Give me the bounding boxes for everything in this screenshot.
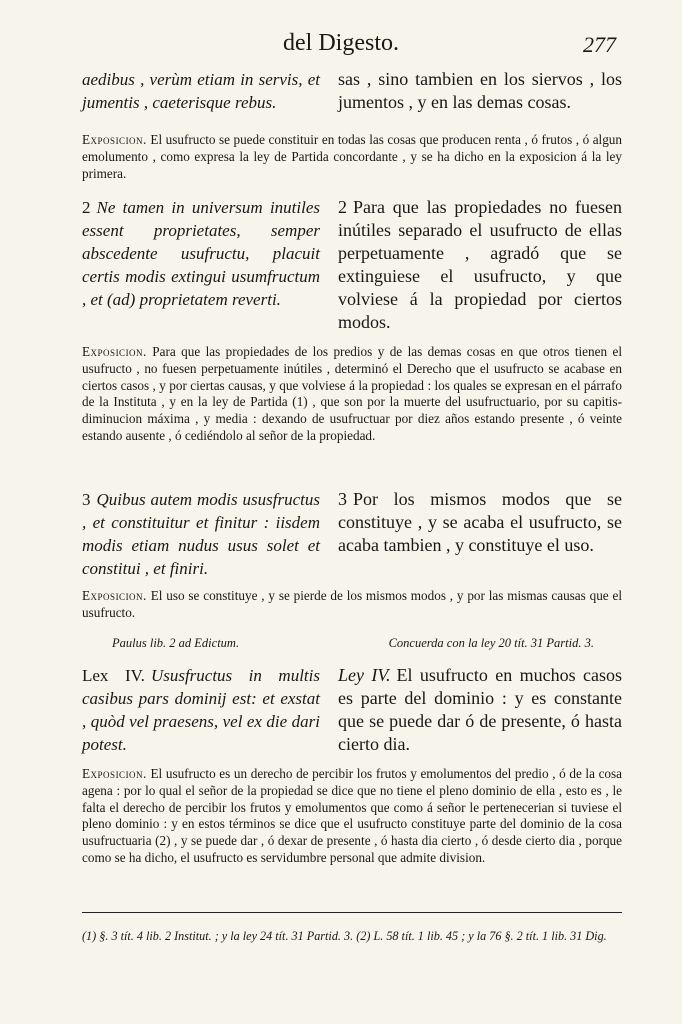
parallel-block-2 bbox=[82, 196, 622, 334]
exposition-3 bbox=[82, 588, 622, 622]
spanish-text: sas , sino tambien en los siervos , los jumentos , y en las demas cosas. bbox=[338, 69, 622, 112]
exposition-4 bbox=[82, 766, 622, 867]
concordance-citation: Concuerda con la ley 20 tít. 31 Partid. 3. bbox=[388, 636, 594, 650]
latin-text: aedibus , verùm etiam in servis, et jumentis , caeterisque rebus. bbox=[82, 70, 320, 112]
exposition-1 bbox=[82, 132, 622, 182]
exposition-label: Exposicion. bbox=[82, 344, 147, 359]
section-number: 3 bbox=[338, 489, 347, 509]
exposition-text: El uso se constituye , y se pierde de los mismos modos , y por las mismas causas que el usufructo. bbox=[82, 588, 623, 620]
latin-text: 3 Quibus autem modis ususfructus , et constituitur et finitur : iisdem modis etiam nudus usus solet et constitui , et finiri. bbox=[82, 490, 320, 578]
footnotes: (1) §. 3 tít. 4 lib. 2 Institut. ; y la ley 24 tít. 31 Partid. 3. (2) L. 58 tít. 1 lib. 45 ; y la 76 §. 2 tít. 1 lib. 31 Dig. bbox=[82, 929, 607, 943]
latin-text: Lex IV. Ususfructus in multis casibus pars dominij est: et exstat , quòd vel praesens, vel ex die dari potest. bbox=[82, 666, 320, 754]
parallel-block-1 bbox=[82, 68, 622, 114]
spanish-text: Ley IV. El usufructo en muchos casos es parte del dominio : y es constante que se puede dar ó de presente, ó hasta cierto dia. bbox=[338, 665, 622, 754]
spanish-text: 3 Por los mismos modos que se constituye , y se acaba el usufructo, se acaba tambien , y constituye el uso. bbox=[338, 489, 622, 555]
parallel-block-4 bbox=[82, 664, 622, 756]
parallel-block-3 bbox=[82, 488, 622, 580]
exposition-text: El usufructo se puede constituir en todas las cosas que producen renta , ó frutos , ó algun emolumento , como expresa la ley de Partida concordante , y se ha dicho en la exposicion á la ley primera. bbox=[82, 132, 622, 181]
running-title: del Digesto. bbox=[283, 30, 399, 56]
exposition-text: El usufructo es un derecho de percibir los frutos y emolumentos del predio , ó de la cosa agena : por lo qual el señor de la propiedad se dice que no tiene el pleno dominio de ella , esto es , le falta el derecho de percibir los frutos y emolumentos que como á señor le pertenecerian si tuviese el pleno dominio : y en estos términos se dice que el usufructo constituye parte del dominio de la cosa usufructuaria (2) , y se puede dar , ó dexar de presente , ó hasta dia cierto , ó desde cierto dia , porque como se ha dicho, el usufructo es servidumbre personal que admite division. bbox=[82, 766, 623, 865]
exposition-2 bbox=[82, 344, 622, 445]
latin-text: 2 Ne tamen in universum inutiles essent proprietates, semper abscedente usufructu, placuit certis modis extingui usumfructum , et (ad) proprietatem reverti. bbox=[82, 198, 320, 309]
exposition-label: Exposicion. bbox=[82, 766, 147, 781]
exposition-text: Para que las propiedades de los predios y de las demas cosas en que otros tienen el usufructo , no fuesen perpetuamente inútiles , determinó el Derecho que el usufructo se acabase en ciertos casos , y por ciertas causas, y que volviese á la propiedad : los quales se expresan en el párrafo de la Instituta , y en la ley de Partida (1) , que son por la muerte del usufructuario, por su capitis-diminucion máxima , y media : dexando de usufructuar por diez años estando presente , ó veinte estando ausente , ó cediéndolo al señor de la propiedad. bbox=[82, 344, 623, 443]
section-number: 2 bbox=[338, 197, 347, 217]
source-citation: Paulus lib. 2 ad Edictum. bbox=[112, 636, 240, 650]
exposition-label: Exposicion. bbox=[82, 588, 147, 603]
page-number: 277 bbox=[583, 32, 616, 57]
section-number: 3 bbox=[82, 490, 91, 509]
law-number: Ley IV. bbox=[338, 665, 391, 685]
running-head bbox=[0, 30, 682, 60]
section-number: 2 bbox=[82, 198, 91, 217]
citation-row bbox=[112, 636, 622, 651]
spanish-text: 2 Para que las propiedades no fuesen inútiles separado el usufructo de ellas perpetuamente , agradó que se extinguiese el usufructo, y que volviese á la propiedad por ciertos modos. bbox=[338, 197, 622, 332]
exposition-label: Exposicion. bbox=[82, 132, 147, 147]
law-number: Lex IV. bbox=[82, 666, 145, 685]
footnote-rule bbox=[82, 912, 622, 913]
